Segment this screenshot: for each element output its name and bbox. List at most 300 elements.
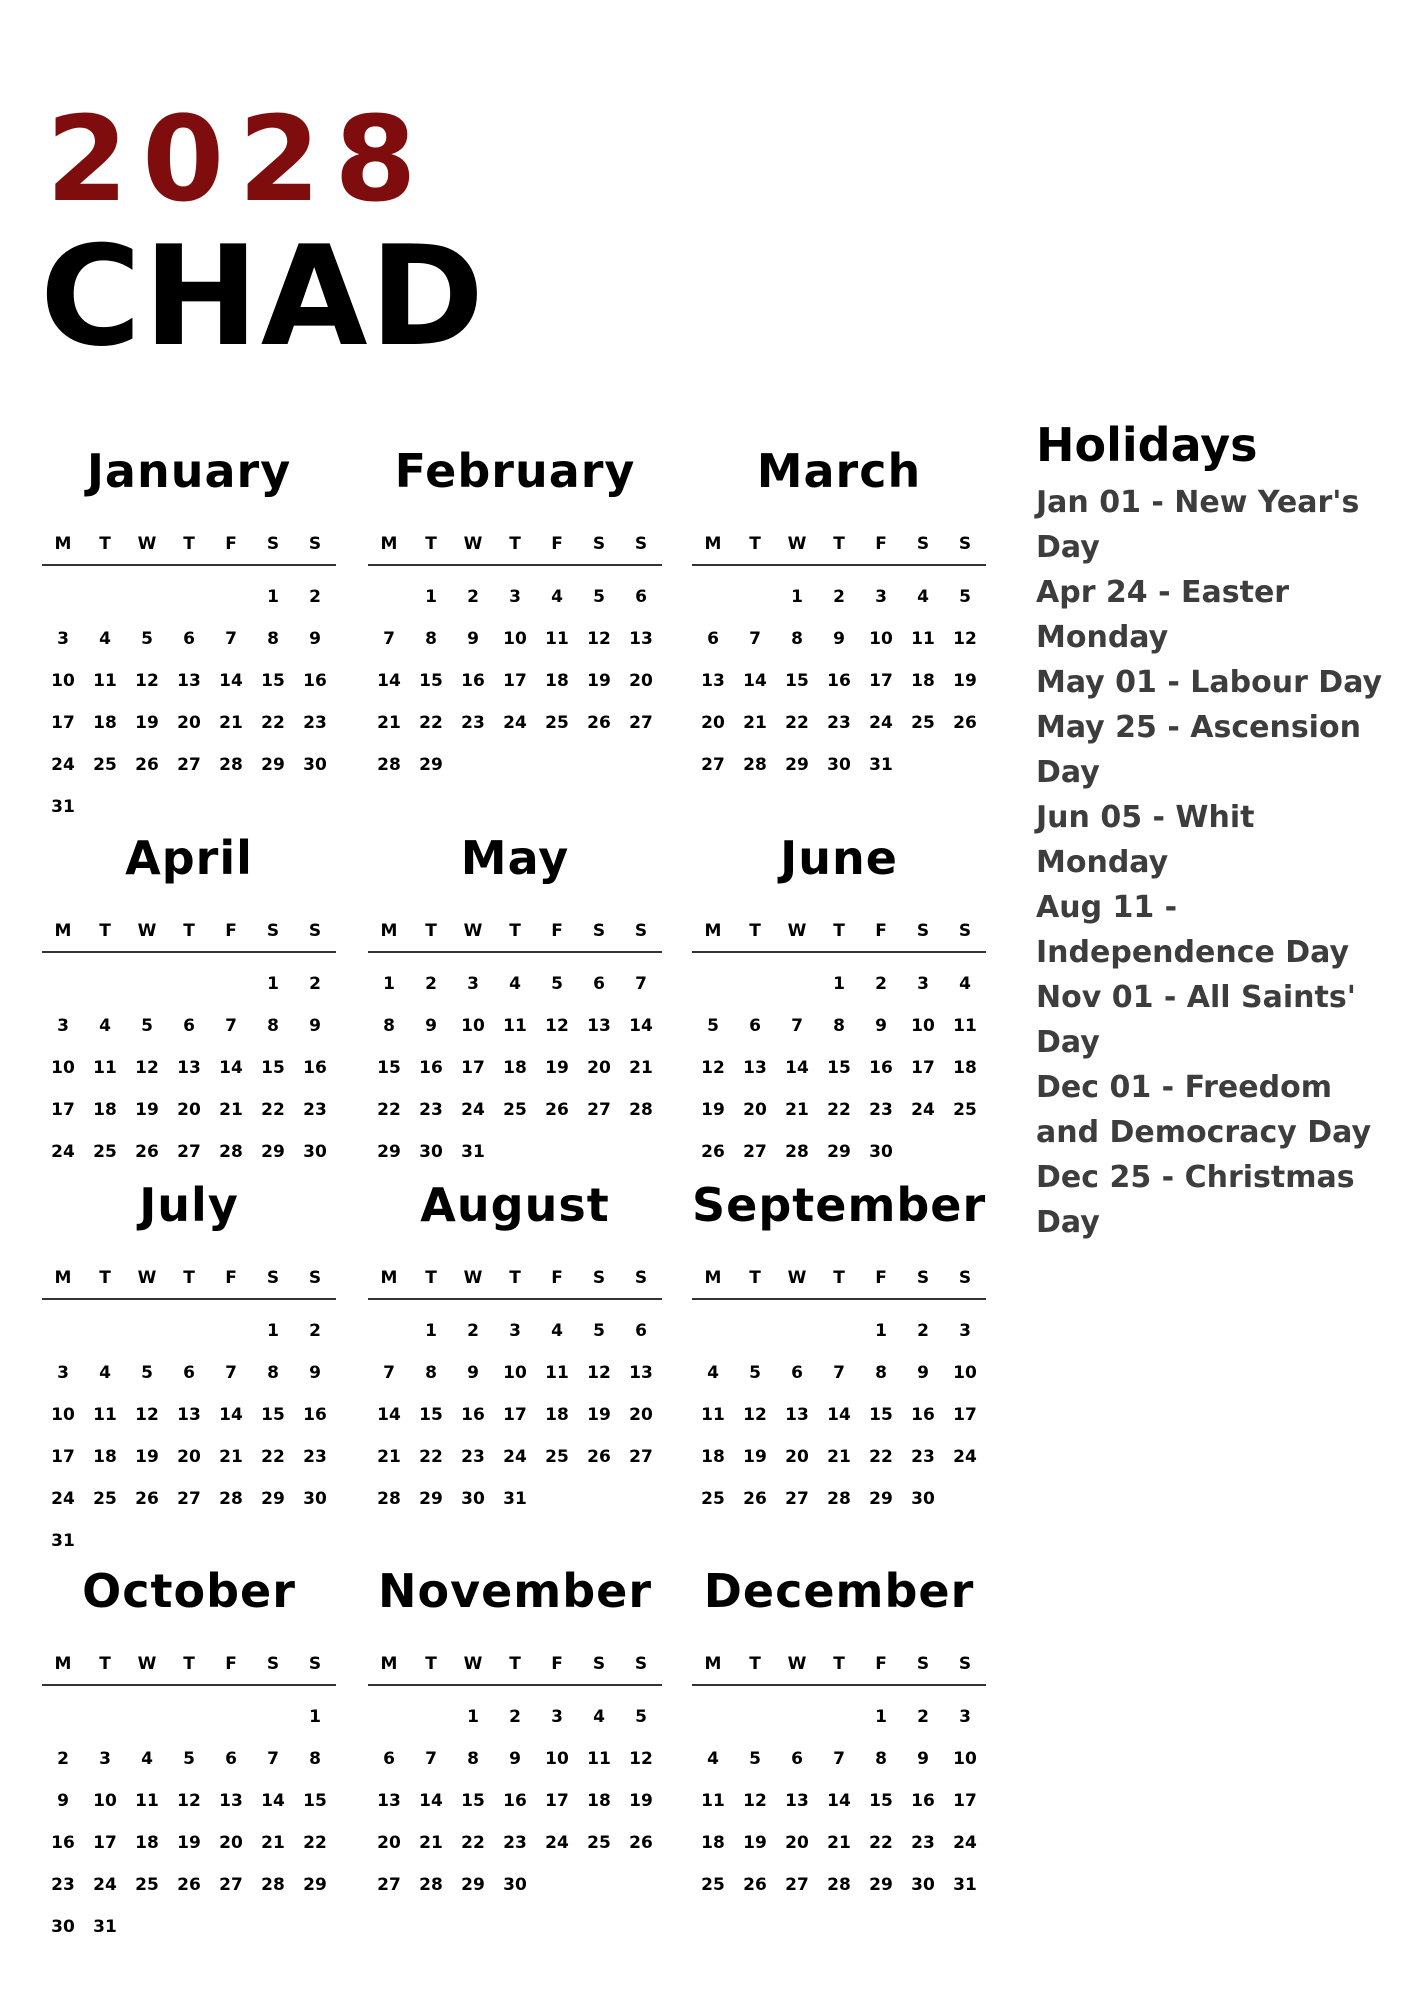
weekday-label: S [958,921,972,941]
day-cell: 11 [953,1016,977,1036]
day-cell: 29 [869,1489,893,1509]
day-grid [42,1696,336,1948]
day-empty [168,1310,210,1352]
day-cell: 7 [383,629,395,649]
day-cell: 21 [219,713,243,733]
day-cell: 4 [707,1749,719,1769]
day-cell: 19 [587,1405,611,1425]
day-cell: 20 [629,671,653,691]
month-march [692,444,986,786]
day-cell: 6 [183,1363,195,1383]
day-cell: 23 [419,1100,443,1120]
day-cell: 9 [309,629,321,649]
day-cell: 2 [309,1321,321,1341]
month-name: April [125,831,253,885]
weekday-label: T [509,534,521,554]
day-cell: 3 [509,1321,521,1341]
day-cell: 5 [141,1363,153,1383]
day-cell: 19 [629,1791,653,1811]
day-cell: 30 [303,1489,327,1509]
day-cell: 9 [309,1363,321,1383]
day-cell: 11 [503,1016,527,1036]
weekday-header [692,1654,986,1686]
day-cell: 19 [177,1833,201,1853]
day-cell: 4 [959,974,971,994]
day-cell: 11 [587,1749,611,1769]
day-empty [126,1310,168,1352]
day-empty [168,576,210,618]
day-cell: 31 [93,1917,117,1937]
day-cell: 29 [419,755,443,775]
day-cell: 15 [461,1791,485,1811]
day-cell: 3 [917,974,929,994]
day-cell: 7 [425,1749,437,1769]
day-cell: 26 [177,1875,201,1895]
day-grid [368,963,662,1173]
day-cell: 7 [749,629,761,649]
weekday-label: M [380,534,398,554]
day-cell: 1 [791,587,803,607]
day-cell: 10 [51,1405,75,1425]
weekday-label: S [308,1268,322,1288]
day-cell: 9 [467,629,479,649]
day-cell: 4 [99,1016,111,1036]
day-cell: 28 [219,755,243,775]
weekday-label: S [266,534,280,554]
day-grid [368,1310,662,1520]
day-cell: 25 [701,1489,725,1509]
day-cell: 25 [911,713,935,733]
day-empty [84,1696,126,1738]
weekday-label: W [137,1268,157,1288]
weekday-label: W [787,534,807,554]
weekday-label: F [225,1268,237,1288]
day-cell: 27 [785,1489,809,1509]
day-empty [42,576,84,618]
day-cell: 8 [309,1749,321,1769]
weekday-label: T [833,921,845,941]
day-cell: 9 [467,1363,479,1383]
day-cell: 2 [467,1321,479,1341]
holiday-item: Nov 01 - All Saints' Day [1036,980,1356,1060]
weekday-label: M [380,1268,398,1288]
day-empty [84,576,126,618]
weekday-label: W [463,534,483,554]
day-cell: 31 [503,1489,527,1509]
holiday-item: Jun 05 - Whit Monday [1036,800,1255,880]
day-cell: 23 [303,713,327,733]
day-cell: 27 [743,1142,767,1162]
day-cell: 9 [833,629,845,649]
month-name: August [420,1178,610,1232]
weekday-label: S [916,921,930,941]
day-cell: 31 [461,1142,485,1162]
weekday-label: T [99,1654,111,1674]
day-cell: 20 [785,1447,809,1467]
day-cell: 26 [629,1833,653,1853]
day-cell: 19 [545,1058,569,1078]
day-cell: 24 [503,713,527,733]
day-cell: 28 [629,1100,653,1120]
day-empty [692,963,734,1005]
weekday-label: S [266,1654,280,1674]
weekday-label: S [634,534,648,554]
day-cell: 2 [917,1321,929,1341]
day-cell: 16 [419,1058,443,1078]
day-cell: 1 [425,1321,437,1341]
day-cell: 19 [135,713,159,733]
day-cell: 28 [261,1875,285,1895]
day-cell: 14 [261,1791,285,1811]
weekday-header [692,1268,986,1300]
day-cell: 24 [545,1833,569,1853]
day-cell: 2 [467,587,479,607]
day-cell: 22 [261,713,285,733]
day-cell: 23 [303,1100,327,1120]
day-cell: 19 [743,1447,767,1467]
day-cell: 14 [219,1405,243,1425]
day-cell: 4 [707,1363,719,1383]
day-cell: 18 [701,1447,725,1467]
day-cell: 17 [953,1405,977,1425]
day-cell: 16 [461,1405,485,1425]
day-empty [410,1696,452,1738]
day-cell: 1 [467,1707,479,1727]
day-cell: 23 [461,713,485,733]
day-cell: 13 [587,1016,611,1036]
day-cell: 15 [419,1405,443,1425]
day-cell: 11 [93,671,117,691]
day-cell: 6 [791,1363,803,1383]
day-cell: 16 [51,1833,75,1853]
day-cell: 17 [51,1447,75,1467]
weekday-label: S [266,1268,280,1288]
holiday-item: Dec 25 - Christmas Day [1036,1160,1355,1240]
month-august [368,1178,662,1520]
weekday-label: T [183,534,195,554]
day-cell: 4 [99,629,111,649]
day-cell: 25 [135,1875,159,1895]
month-name: October [82,1564,296,1618]
month-september [692,1178,987,1520]
weekday-label: S [634,1268,648,1288]
day-cell: 13 [785,1791,809,1811]
weekday-label: S [308,921,322,941]
day-cell: 18 [135,1833,159,1853]
day-cell: 24 [953,1833,977,1853]
day-cell: 1 [875,1321,887,1341]
day-cell: 27 [177,755,201,775]
day-cell: 24 [503,1447,527,1467]
day-cell: 1 [267,587,279,607]
day-cell: 20 [177,713,201,733]
day-cell: 24 [869,713,893,733]
day-cell: 25 [93,1142,117,1162]
day-grid [368,576,662,786]
day-empty [126,576,168,618]
day-cell: 30 [503,1875,527,1895]
day-cell: 22 [785,713,809,733]
day-empty [210,963,252,1005]
day-cell: 13 [177,671,201,691]
day-cell: 9 [425,1016,437,1036]
day-cell: 14 [629,1016,653,1036]
weekday-label: F [875,921,887,941]
day-cell: 29 [461,1875,485,1895]
day-cell: 20 [629,1405,653,1425]
holiday-item: May 01 - Labour Day [1036,665,1383,700]
day-cell: 17 [503,1405,527,1425]
day-cell: 14 [377,1405,401,1425]
day-cell: 7 [833,1363,845,1383]
day-cell: 16 [303,671,327,691]
weekday-label: T [425,1654,437,1674]
day-cell: 12 [701,1058,725,1078]
country-title: CHAD [40,216,487,377]
day-cell: 18 [911,671,935,691]
day-cell: 20 [701,713,725,733]
day-cell: 11 [911,629,935,649]
day-cell: 2 [875,974,887,994]
day-empty [734,576,776,618]
day-grid [692,1310,986,1520]
day-cell: 26 [135,1142,159,1162]
day-cell: 12 [629,1749,653,1769]
weekday-label: F [875,1268,887,1288]
day-empty [692,1696,734,1738]
day-cell: 6 [383,1749,395,1769]
day-cell: 31 [51,1531,75,1551]
holiday-item: Jan 01 - New Year's Day [1036,485,1360,565]
holiday-list [1036,480,1386,1245]
holidays-title: Holidays [1036,418,1258,472]
month-name: June [780,831,898,885]
month-april [42,831,336,1173]
weekday-label: T [749,1654,761,1674]
day-cell: 10 [545,1749,569,1769]
day-cell: 16 [827,671,851,691]
day-cell: 2 [57,1749,69,1769]
day-cell: 17 [911,1058,935,1078]
month-name: November [377,1564,653,1618]
day-cell: 2 [425,974,437,994]
day-cell: 7 [225,1363,237,1383]
day-cell: 4 [593,1707,605,1727]
day-empty [42,1310,84,1352]
day-cell: 15 [261,1405,285,1425]
day-cell: 25 [545,1447,569,1467]
day-cell: 10 [869,629,893,649]
weekday-label: F [225,921,237,941]
weekday-label: M [704,1268,722,1288]
day-cell: 21 [743,713,767,733]
day-cell: 26 [135,1489,159,1509]
day-cell: 4 [509,974,521,994]
day-cell: 5 [593,1321,605,1341]
month-may [368,831,662,1173]
day-cell: 7 [833,1749,845,1769]
day-cell: 6 [183,629,195,649]
day-cell: 3 [551,1707,563,1727]
day-empty [42,1696,84,1738]
day-cell: 20 [377,1833,401,1853]
day-cell: 8 [383,1016,395,1036]
day-cell: 5 [635,1707,647,1727]
weekday-label: F [225,1654,237,1674]
day-empty [210,1310,252,1352]
day-cell: 4 [551,1321,563,1341]
day-cell: 14 [827,1791,851,1811]
day-cell: 26 [545,1100,569,1120]
day-empty [692,576,734,618]
day-cell: 28 [377,1489,401,1509]
day-cell: 28 [743,755,767,775]
weekday-label: T [425,1268,437,1288]
weekday-label: S [634,1654,648,1674]
weekday-label: T [183,921,195,941]
day-cell: 25 [953,1100,977,1120]
day-cell: 19 [701,1100,725,1120]
weekday-label: S [308,534,322,554]
day-grid [692,576,986,786]
day-cell: 12 [545,1016,569,1036]
day-cell: 21 [827,1447,851,1467]
day-cell: 5 [749,1363,761,1383]
day-cell: 5 [593,587,605,607]
day-cell: 5 [749,1749,761,1769]
day-cell: 2 [509,1707,521,1727]
day-cell: 16 [911,1405,935,1425]
day-cell: 24 [953,1447,977,1467]
day-cell: 19 [135,1447,159,1467]
day-cell: 26 [953,713,977,733]
day-cell: 6 [635,587,647,607]
day-cell: 21 [219,1447,243,1467]
weekday-label: T [749,534,761,554]
day-cell: 7 [383,1363,395,1383]
day-cell: 15 [419,671,443,691]
weekday-label: W [787,921,807,941]
weekday-label: S [958,534,972,554]
day-cell: 13 [377,1791,401,1811]
weekday-label: T [833,1654,845,1674]
day-cell: 2 [917,1707,929,1727]
day-cell: 18 [93,1100,117,1120]
day-cell: 29 [827,1142,851,1162]
weekday-label: S [308,1654,322,1674]
day-cell: 10 [93,1791,117,1811]
weekday-label: S [592,921,606,941]
day-cell: 24 [51,1142,75,1162]
day-cell: 7 [267,1749,279,1769]
day-cell: 11 [545,1363,569,1383]
weekday-label: W [463,1268,483,1288]
day-cell: 7 [225,629,237,649]
weekday-header [368,534,662,566]
day-cell: 17 [953,1791,977,1811]
day-cell: 11 [545,629,569,649]
weekday-label: T [833,1268,845,1288]
day-cell: 12 [135,671,159,691]
weekday-label: M [380,1654,398,1674]
day-cell: 12 [135,1405,159,1425]
day-cell: 17 [503,671,527,691]
day-empty [126,963,168,1005]
day-cell: 9 [917,1363,929,1383]
day-cell: 24 [51,1489,75,1509]
month-name: July [139,1178,239,1232]
day-cell: 30 [51,1917,75,1937]
weekday-label: W [463,921,483,941]
day-cell: 22 [419,1447,443,1467]
day-cell: 14 [785,1058,809,1078]
weekday-label: F [551,1268,563,1288]
weekday-label: M [704,921,722,941]
weekday-header [692,534,986,566]
day-cell: 1 [267,974,279,994]
day-cell: 21 [785,1100,809,1120]
day-cell: 10 [503,629,527,649]
day-cell: 11 [701,1791,725,1811]
weekday-label: W [137,534,157,554]
day-cell: 26 [743,1875,767,1895]
day-cell: 24 [51,755,75,775]
weekday-label: M [704,534,722,554]
day-cell: 14 [419,1791,443,1811]
day-cell: 6 [225,1749,237,1769]
day-cell: 22 [419,713,443,733]
day-cell: 21 [377,1447,401,1467]
day-cell: 3 [959,1321,971,1341]
day-cell: 29 [261,755,285,775]
day-cell: 13 [785,1405,809,1425]
day-cell: 5 [959,587,971,607]
weekday-label: F [551,534,563,554]
day-empty [776,1310,818,1352]
day-cell: 18 [93,713,117,733]
day-grid [42,1310,336,1562]
day-cell: 16 [911,1791,935,1811]
day-cell: 21 [219,1100,243,1120]
weekday-label: W [787,1654,807,1674]
month-october [42,1564,336,1948]
day-empty [210,1696,252,1738]
day-cell: 3 [57,629,69,649]
day-cell: 8 [467,1749,479,1769]
day-cell: 22 [827,1100,851,1120]
day-cell: 27 [219,1875,243,1895]
weekday-header [692,921,986,953]
day-cell: 15 [377,1058,401,1078]
weekday-label: F [225,534,237,554]
day-cell: 28 [419,1875,443,1895]
weekday-label: T [99,921,111,941]
day-cell: 8 [267,1016,279,1036]
day-cell: 10 [953,1363,977,1383]
day-cell: 2 [309,587,321,607]
day-cell: 8 [425,1363,437,1383]
day-cell: 23 [911,1447,935,1467]
day-cell: 24 [93,1875,117,1895]
day-grid [692,1696,986,1906]
weekday-label: T [509,1268,521,1288]
day-cell: 3 [509,587,521,607]
day-cell: 15 [869,1405,893,1425]
weekday-label: T [99,534,111,554]
day-cell: 31 [51,797,75,817]
weekday-label: F [551,1654,563,1674]
day-cell: 14 [377,671,401,691]
